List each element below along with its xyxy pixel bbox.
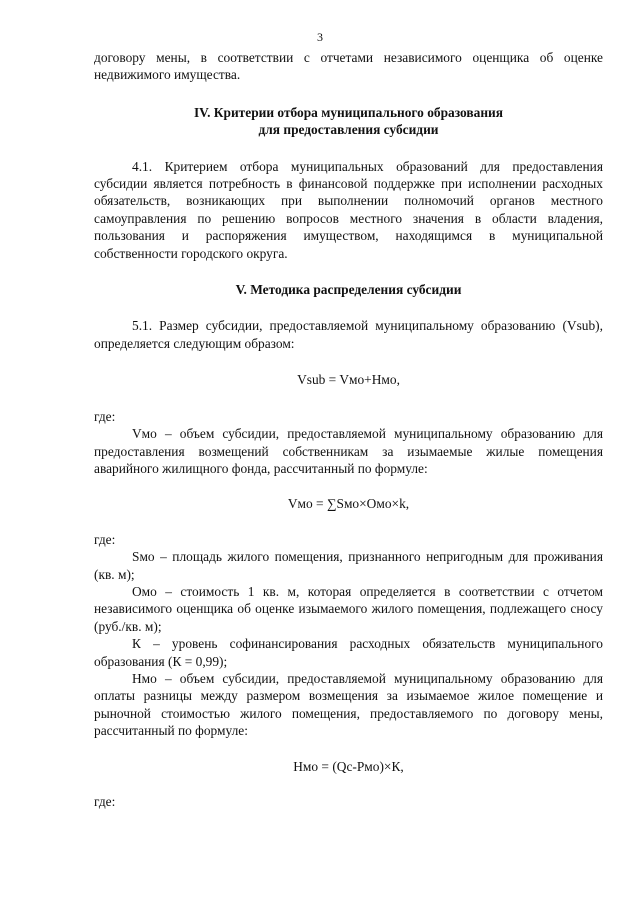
formula-vmo: Vмо = ∑Sмо×Омо×k, (287, 496, 410, 512)
where-label-1: где: (94, 408, 116, 424)
page-number: 3 (317, 30, 323, 44)
definition-vmo: Vмо – объем субсидии, предоставляемой муниципальному образованию для предоставления возмещений собственникам за изымаемые жилые помещения аварийного жилищного фонда, рассчитанный по формуле: (94, 426, 603, 476)
definition-hmo: Нмо – объем субсидии, предоставляемой муниципальному образованию для оплаты разницы между размером возмещения за изымаемое жилое помещение и рыночной стоимостью жилого помещения, предоставляемого по договору мены, рассчитанный по формуле: (94, 670, 603, 739)
definition-k: К – уровень софинансирования расходных обязательств муниципального образования (К = 0,99); (94, 636, 603, 669)
section-5-title: V. Методика распределения субсидии (235, 282, 462, 298)
document-body (94, 49, 603, 810)
formula-vsub: Vsub = Vмо+Hмо, (297, 372, 400, 388)
definition-omo: Омо – стоимость 1 кв. м, которая определяется в соответствии с отчетом независимого оценщика об оценке изымаемого жилого помещения, подлежащего сносу (руб./кв. м); (94, 583, 603, 634)
where-label-3: где: (94, 794, 116, 809)
section-4-title-line-2: для предоставления субсидии (258, 122, 439, 138)
where-label-2: где: (94, 531, 116, 547)
paragraph-5-1: 5.1. Размер субсидии, предоставляемой муниципальному образованию (Vsub), определяется следующим образом: (94, 318, 603, 351)
intro-paragraph: договору мены, в соответствии с отчетами независимого оценщика об оценке недвижимого имущества. (94, 50, 603, 83)
paragraph-4-1: 4.1. Критерием отбора муниципальных образований для предоставления субсидии является потребность в финансовой поддержке при исполнении расходных обязательств, возникающих при выполнении полномочий органов местного самоуправления по решению вопросов местного значения в области владения, пользования и распоряжения имуществом, находящимся в муниципальной собственности городского округа. (94, 158, 603, 261)
definition-smo: Sмо – площадь жилого помещения, признанного непригодным для проживания (кв. м); (94, 549, 603, 582)
section-4-title-line-1: IV. Критерии отбора муниципального образования (193, 104, 504, 120)
formula-hmo: Нмо = (Qс-Pмо)×К, (293, 758, 404, 774)
